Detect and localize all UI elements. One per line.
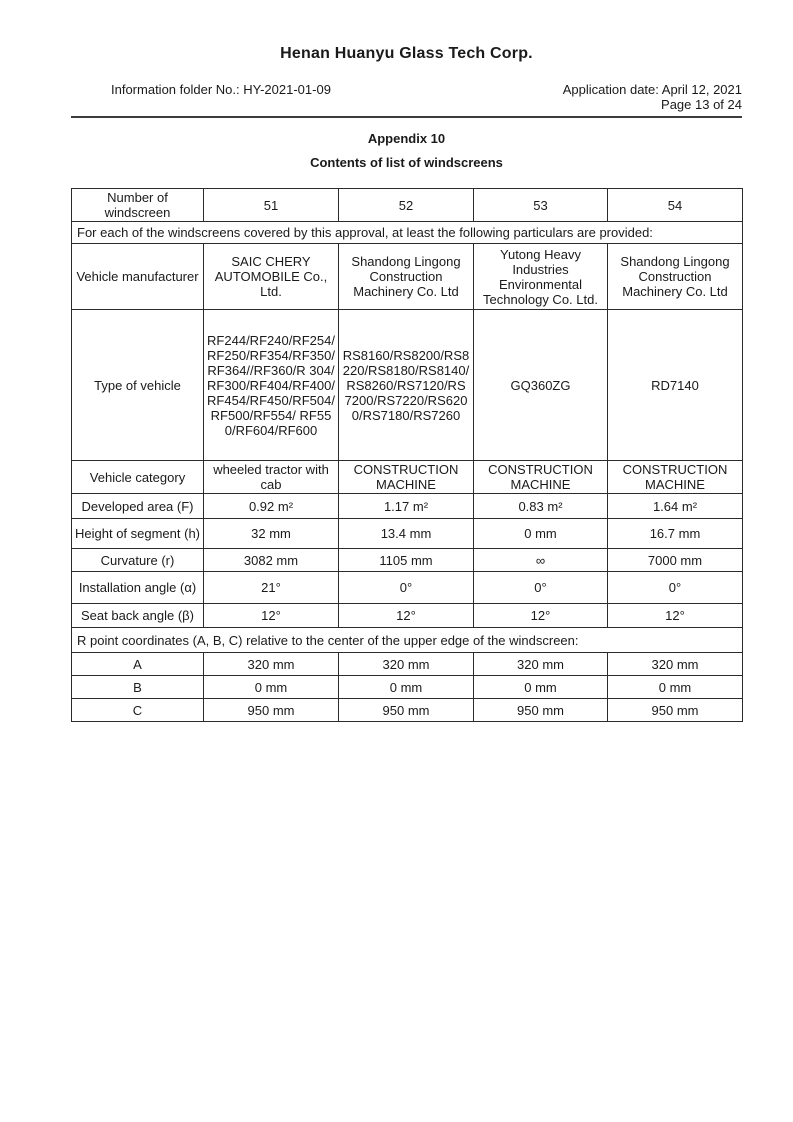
row-label: Type of vehicle (72, 310, 204, 461)
table-span-text: For each of the windscreens covered by this approval, at least the following particulars are provided: (72, 222, 743, 244)
row-label: Number of windscreen (72, 189, 204, 222)
table-cell: 950 mm (204, 699, 339, 722)
table-cell: 950 mm (474, 699, 608, 722)
table-row-curvature (72, 549, 743, 572)
table-cell: 950 mm (608, 699, 743, 722)
table-cell: 51 (204, 189, 339, 222)
windscreens-table (71, 188, 743, 722)
table-row-type-of-vehicle (72, 310, 743, 461)
appendix-subtitle: Contents of list of windscreens (310, 155, 503, 170)
table-cell: 3082 mm (204, 549, 339, 572)
table-span-text: R point coordinates (A, B, C) relative to the center of the upper edge of the windscreen: (72, 628, 743, 653)
table-cell: 12° (204, 604, 339, 628)
table-cell: 1.64 m² (608, 494, 743, 519)
table-cell: 0 mm (474, 519, 608, 549)
table-cell: 0 mm (474, 676, 608, 699)
table-cell: Yutong Heavy Industries Environmental Technology Co. Ltd. (474, 244, 608, 310)
table-cell: 12° (339, 604, 474, 628)
table-cell: 12° (608, 604, 743, 628)
table-row-vehicle-category (72, 461, 743, 494)
application-date: Application date: April 12, 2021 (562, 82, 742, 97)
table-row-r-point-note (72, 628, 743, 653)
row-label: C (72, 699, 204, 722)
info-folder-number: Information folder No.: HY-2021-01-09 (111, 82, 331, 97)
info-right-block (563, 82, 742, 112)
page-number: Page 13 of 24 (661, 97, 742, 112)
table-cell: RS8160/RS8200/RS8220/RS8180/RS8140/RS8260/RS7120/RS 7200/RS7220/RS6200/RS7180/RS7260 (339, 310, 474, 461)
table-cell: 0 mm (204, 676, 339, 699)
table-cell: GQ360ZG (474, 310, 608, 461)
table-cell: wheeled tractor with cab (204, 461, 339, 494)
row-label: Developed area (F) (72, 494, 204, 519)
table-row-seat-back-angle (72, 604, 743, 628)
table-cell: RD7140 (608, 310, 743, 461)
table-row-number-of-windscreen (72, 189, 743, 222)
table-cell: 7000 mm (608, 549, 743, 572)
table-cell: 13.4 mm (339, 519, 474, 549)
table-cell: ∞ (474, 549, 608, 572)
row-label: Curvature (r) (72, 549, 204, 572)
table-cell: Shandong Lingong Construction Machinery Co. Ltd (608, 244, 743, 310)
table-row-height-of-segment (72, 519, 743, 549)
table-cell: 320 mm (204, 653, 339, 676)
table-cell: 950 mm (339, 699, 474, 722)
table-row-vehicle-manufacturer (72, 244, 743, 310)
table-cell: 21° (204, 572, 339, 604)
row-label: Seat back angle (β) (72, 604, 204, 628)
table-cell: CONSTRUCTION MACHINE (608, 461, 743, 494)
table-cell: Shandong Lingong Construction Machinery Co. Ltd (339, 244, 474, 310)
appendix-title: Appendix 10 (367, 131, 446, 146)
table-cell: 12° (474, 604, 608, 628)
table-cell: 53 (474, 189, 608, 222)
table-cell: 0° (608, 572, 743, 604)
table-cell: 0 mm (339, 676, 474, 699)
row-label: Vehicle category (72, 461, 204, 494)
table-cell: 16.7 mm (608, 519, 743, 549)
table-cell: 0 mm (608, 676, 743, 699)
table-cell: CONSTRUCTION MACHINE (339, 461, 474, 494)
row-label: Installation angle (α) (72, 572, 204, 604)
table-cell: CONSTRUCTION MACHINE (474, 461, 608, 494)
table-cell: 0.83 m² (474, 494, 608, 519)
table-cell: 0° (339, 572, 474, 604)
table-cell: 32 mm (204, 519, 339, 549)
document-info-row (71, 82, 742, 112)
company-title: Henan Huanyu Glass Tech Corp. (280, 45, 533, 62)
row-label: Vehicle manufacturer (72, 244, 204, 310)
table-cell: SAIC CHERY AUTOMOBILE Co., Ltd. (204, 244, 339, 310)
table-cell: 54 (608, 189, 743, 222)
row-label: Height of segment (h) (72, 519, 204, 549)
table-row-coordinate-b (72, 676, 743, 699)
table-row-installation-angle (72, 572, 743, 604)
table-cell: 1105 mm (339, 549, 474, 572)
table-row-provision-note (72, 222, 743, 244)
table-cell: 320 mm (339, 653, 474, 676)
table-cell: 320 mm (474, 653, 608, 676)
row-label: A (72, 653, 204, 676)
table-cell: 0° (474, 572, 608, 604)
row-label: B (72, 676, 204, 699)
table-cell: 320 mm (608, 653, 743, 676)
table-cell: RF244/RF240/RF254/RF250/RF354/RF350/RF364//RF360/R 304/RF300/RF404/RF400/RF454/RF450/RF504/RF500/RF554/ RF550/RF604/RF600 (204, 310, 339, 461)
table-row-coordinate-a (72, 653, 743, 676)
header-rule (71, 116, 742, 118)
table-row-developed-area (72, 494, 743, 519)
table-cell: 0.92 m² (204, 494, 339, 519)
table-row-coordinate-c (72, 699, 743, 722)
table-cell: 1.17 m² (339, 494, 474, 519)
table-cell: 52 (339, 189, 474, 222)
